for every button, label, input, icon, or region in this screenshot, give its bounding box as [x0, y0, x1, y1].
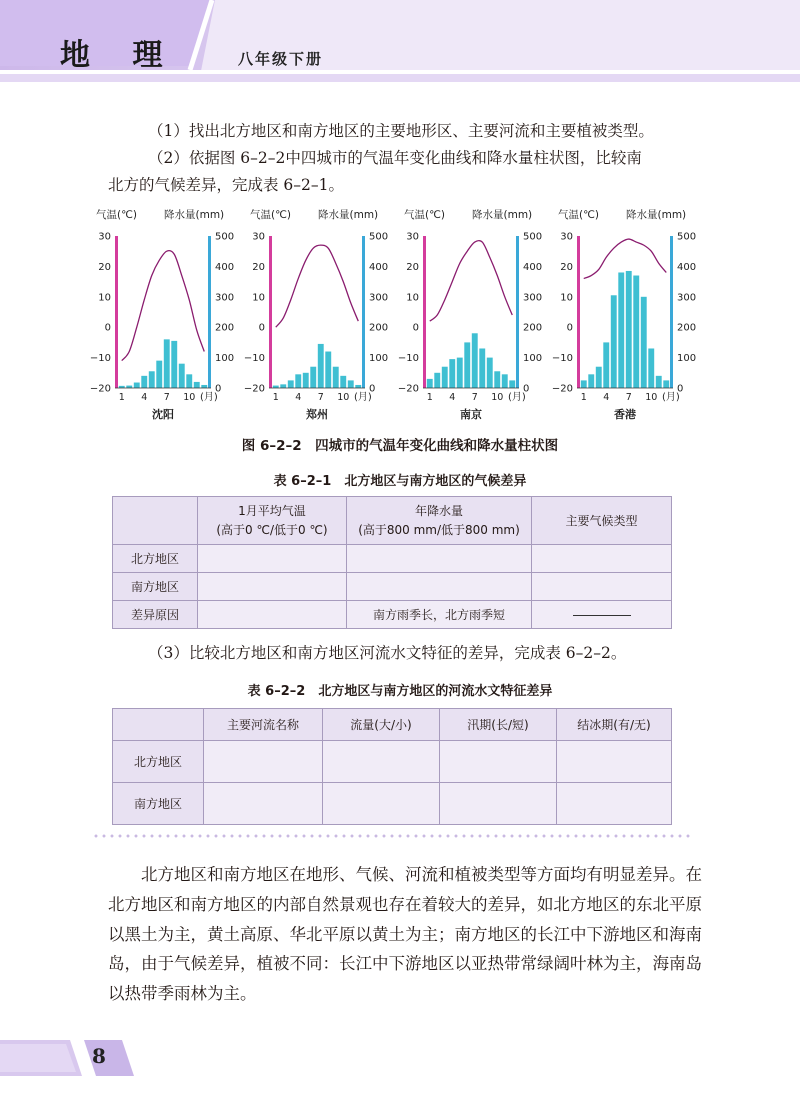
precip-tick-label: 200: [369, 322, 389, 334]
temp-tick-label: 0: [104, 322, 111, 334]
precip-tick-label: 0: [677, 383, 684, 395]
table2-cell[interactable]: [557, 783, 672, 825]
precip-tick-label: 100: [523, 353, 543, 365]
precip-bar: [318, 344, 324, 388]
precip-bar: [201, 385, 207, 388]
month-tick-label: 7: [317, 392, 324, 403]
precip-axis-label: 降水量(mm): [318, 209, 379, 221]
temp-tick-label: 0: [258, 322, 265, 334]
precip-bar: [348, 380, 354, 388]
question-2-line2: 北方的气候差异，完成表 6–2–1。: [108, 176, 345, 194]
table1-row-north: 北方地区: [113, 545, 198, 573]
precip-axis-label: 降水量(mm): [164, 209, 225, 221]
precip-tick-label: 0: [369, 383, 376, 395]
temp-tick-label: 10: [252, 292, 265, 304]
question-1: （1）找出北方地区和南方地区的主要地形区、主要河流和主要植被类型。: [148, 122, 654, 140]
precip-bar: [502, 374, 508, 388]
month-tick-label: 10: [491, 392, 504, 403]
dotted-divider: [92, 834, 692, 838]
temp-tick-label: 0: [412, 322, 419, 334]
table1-col-jan-temp-line2: (高于0 ℃/低于0 ℃): [216, 522, 328, 537]
table2-cell[interactable]: [440, 783, 557, 825]
precip-bar: [164, 339, 170, 388]
precip-axis-bar: [516, 236, 519, 388]
temp-tick-label: −20: [397, 383, 419, 395]
precip-tick-label: 300: [215, 292, 235, 304]
precip-tick-label: 300: [369, 292, 389, 304]
precip-bar: [427, 379, 433, 388]
table2-cell[interactable]: [204, 783, 323, 825]
precip-bar: [479, 348, 485, 388]
precip-tick-label: 200: [677, 322, 697, 334]
question-3: （3）比较北方地区和南方地区河流水文特征的差异，完成表 6–2–2。: [148, 644, 627, 662]
month-unit-label: (月): [508, 392, 526, 403]
temp-tick-label: 30: [252, 231, 265, 243]
temp-tick-label: 10: [560, 292, 573, 304]
precip-bar: [442, 367, 448, 388]
precip-bar: [134, 383, 140, 388]
precip-tick-label: 300: [677, 292, 697, 304]
subject-title: 地 理: [60, 38, 179, 73]
precip-bar: [494, 371, 500, 388]
table1-corner-cell: [113, 497, 198, 545]
body-paragraph: 北方地区和南方地区在地形、气候、河流和植被类型等方面均有明显差异。在北方地区和南方地区的内部自然景观也存在着较大的差异，如北方地区的东北平原以黑土为主，黄土高原、华北平原以黄土为主；南方地区的长江中下游地区和海南岛，由于气候差异，植被不同：长江中下游地区以亚热带常绿阔叶林为主，海南岛以热带季雨林为主。: [108, 865, 702, 1004]
month-tick-label: 4: [141, 392, 148, 403]
precip-bar: [303, 373, 309, 388]
temp-axis-bar: [269, 236, 272, 388]
precip-bar: [633, 276, 639, 388]
temp-tick-label: 20: [252, 261, 265, 273]
precip-bar: [596, 367, 602, 388]
month-tick-label: 1: [426, 392, 433, 403]
table1-cell[interactable]: [198, 573, 347, 601]
precip-axis-bar: [208, 236, 211, 388]
temp-axis-label: 气温(℃): [404, 209, 445, 221]
table1-col-annual-precip-line1: 年降水量: [414, 503, 463, 518]
month-tick-label: 7: [163, 392, 170, 403]
table1-cell[interactable]: [347, 545, 532, 573]
month-tick-label: 1: [272, 392, 279, 403]
precip-tick-label: 300: [523, 292, 543, 304]
chart-svg: [89, 206, 248, 426]
temp-tick-label: −10: [551, 353, 573, 365]
temp-tick-label: −10: [89, 353, 111, 365]
precip-bar: [149, 371, 155, 388]
month-tick-label: 1: [580, 392, 587, 403]
figure-caption: 图 6–2–2 四城市的气温年变化曲线和降水量柱状图: [241, 438, 559, 454]
precip-bar: [171, 341, 177, 388]
table2-col-flow: 流量(大/小): [323, 709, 440, 741]
temp-axis-bar: [577, 236, 580, 388]
table2-col-river-name: 主要河流名称: [204, 709, 323, 741]
table1-col-jan-temp: [198, 497, 347, 545]
temp-tick-label: −10: [243, 353, 265, 365]
precip-bar: [325, 352, 331, 388]
month-tick-label: 4: [295, 392, 302, 403]
precip-tick-label: 0: [523, 383, 530, 395]
temp-tick-label: 30: [406, 231, 419, 243]
table2-cell[interactable]: [440, 741, 557, 783]
city-label: 香港: [614, 408, 636, 421]
month-tick-label: 7: [471, 392, 478, 403]
temp-axis-label: 气温(℃): [96, 209, 137, 221]
precip-tick-label: 100: [369, 353, 389, 365]
temp-tick-label: −20: [243, 383, 265, 395]
temp-axis-bar: [423, 236, 426, 388]
precip-bar: [487, 358, 493, 388]
table2-cell[interactable]: [323, 783, 440, 825]
table2-title: 表 6–2–2 北方地区与南方地区的河流水文特征差异: [247, 684, 553, 699]
precip-tick-label: 100: [677, 353, 697, 365]
table2-col-flood: 汛期(长/短): [440, 709, 557, 741]
precip-bar: [280, 384, 286, 388]
page-number: 8: [92, 1044, 106, 1068]
temp-axis-label: 气温(℃): [250, 209, 291, 221]
precip-bar: [626, 271, 632, 388]
precip-bar: [141, 376, 147, 388]
temp-tick-label: 10: [406, 292, 419, 304]
precip-axis-bar: [362, 236, 365, 388]
temp-axis-label: 气温(℃): [558, 209, 599, 221]
question-2-line1: （2）依据图 6–2–2中四城市的气温年变化曲线和降水量柱状图，比较南: [148, 149, 642, 167]
table1-cell[interactable]: [532, 573, 672, 601]
precip-bar: [603, 342, 609, 388]
precip-bar: [449, 359, 455, 388]
temp-tick-label: 0: [566, 322, 573, 334]
precip-bar: [194, 382, 200, 388]
grade-label: 八年级下册: [238, 50, 324, 68]
table1-col-annual-precip: [347, 497, 532, 545]
chart-svg: [243, 206, 402, 426]
precip-tick-label: 500: [523, 231, 543, 243]
precip-tick-label: 200: [523, 322, 543, 334]
table1-title: 表 6–2–1 北方地区与南方地区的气候差异: [273, 474, 527, 489]
month-tick-label: 4: [449, 392, 456, 403]
temp-tick-label: 30: [98, 231, 111, 243]
precip-tick-label: 200: [215, 322, 235, 334]
month-unit-label: (月): [200, 392, 218, 403]
precip-bar: [288, 380, 294, 388]
temp-tick-label: 20: [560, 261, 573, 273]
climate-chart-hongkong: [551, 206, 710, 426]
precip-tick-label: 400: [523, 261, 543, 273]
month-unit-label: (月): [354, 392, 372, 403]
precip-bar: [179, 364, 185, 388]
footer-tab: [0, 1030, 140, 1080]
table1-cell[interactable]: [198, 601, 347, 629]
climate-chart-zhengzhou: [243, 206, 402, 426]
table1-row-reason: 差异原因: [113, 601, 198, 629]
month-tick-label: 10: [645, 392, 658, 403]
precip-bar: [472, 333, 478, 388]
precip-bar: [648, 348, 654, 388]
chart-svg: [551, 206, 710, 426]
city-label: 郑州: [306, 408, 328, 421]
month-tick-label: 4: [603, 392, 610, 403]
table1-col-climate-type: 主要气候类型: [532, 497, 672, 545]
temp-tick-label: 10: [98, 292, 111, 304]
table1-col-jan-temp-line1: 1月平均气温: [238, 503, 306, 518]
precip-bar: [581, 380, 587, 388]
temp-tick-label: 20: [98, 261, 111, 273]
table2-row-south: 南方地区: [113, 783, 204, 825]
precip-bar: [656, 376, 662, 388]
precip-bar: [509, 380, 515, 388]
table1-reason-precip: 南方雨季长，北方雨季短: [347, 601, 532, 629]
precip-axis-bar: [670, 236, 673, 388]
precip-bar: [663, 380, 669, 388]
precip-bar: [457, 358, 463, 388]
climate-chart-nanjing: [397, 206, 556, 426]
chart-svg: [397, 206, 556, 426]
precip-tick-label: 400: [677, 261, 697, 273]
city-label: 沈阳: [152, 408, 174, 421]
table2-cell[interactable]: [204, 741, 323, 783]
table2-cell[interactable]: [323, 741, 440, 783]
precip-tick-label: 400: [369, 261, 389, 273]
table2-cell[interactable]: [557, 741, 672, 783]
precip-bar: [310, 367, 316, 388]
precip-tick-label: 100: [215, 353, 235, 365]
precip-bar: [611, 295, 617, 388]
river-hydrology-table: [112, 708, 672, 825]
table1-dash-cell: [532, 601, 672, 629]
climate-difference-table: [112, 496, 672, 629]
precip-tick-label: 500: [677, 231, 697, 243]
precip-bar: [186, 374, 192, 388]
precip-tick-label: 400: [215, 261, 235, 273]
table1-row-south: 南方地区: [113, 573, 198, 601]
temperature-curve: [584, 239, 667, 279]
temp-axis-bar: [115, 236, 118, 388]
temperature-curve: [430, 241, 513, 322]
temperature-curve: [122, 251, 205, 361]
climate-chart-shenyang: [89, 206, 248, 426]
precip-bar: [434, 373, 440, 388]
precip-bar: [618, 272, 624, 388]
precip-bar: [156, 361, 162, 388]
month-tick-label: 1: [118, 392, 125, 403]
table2-corner-cell: [113, 709, 204, 741]
temp-tick-label: −10: [397, 353, 419, 365]
table1-col-annual-precip-line2: (高于800 mm/低于800 mm): [358, 522, 520, 537]
precip-axis-label: 降水量(mm): [472, 209, 533, 221]
temperature-curve: [276, 245, 359, 327]
precip-axis-label: 降水量(mm): [626, 209, 687, 221]
precip-tick-label: 500: [215, 231, 235, 243]
precip-bar: [588, 374, 594, 388]
table1-cell[interactable]: [347, 573, 532, 601]
precip-bar: [355, 385, 361, 388]
temp-tick-label: −20: [89, 383, 111, 395]
dash-line: [573, 615, 631, 616]
temp-tick-label: −20: [551, 383, 573, 395]
table2-row-north: 北方地区: [113, 741, 204, 783]
table2-col-freeze: 结冰期(有/无): [557, 709, 672, 741]
table1-cell[interactable]: [198, 545, 347, 573]
precip-bar: [295, 374, 301, 388]
precip-tick-label: 500: [369, 231, 389, 243]
month-tick-label: 10: [183, 392, 196, 403]
month-unit-label: (月): [662, 392, 680, 403]
precip-bar: [340, 376, 346, 388]
month-tick-label: 7: [625, 392, 632, 403]
precip-bar: [333, 367, 339, 388]
temp-tick-label: 20: [406, 261, 419, 273]
precip-bar: [641, 297, 647, 388]
precip-bar: [464, 342, 470, 388]
month-tick-label: 10: [337, 392, 350, 403]
table1-cell[interactable]: [532, 545, 672, 573]
temp-tick-label: 30: [560, 231, 573, 243]
precip-tick-label: 0: [215, 383, 222, 395]
city-label: 南京: [460, 408, 482, 421]
